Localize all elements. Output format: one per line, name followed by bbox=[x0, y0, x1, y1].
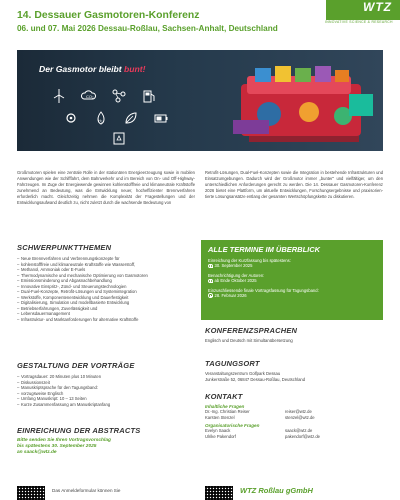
contact-title: KONTAKT bbox=[205, 392, 243, 401]
slogan-main: Der Gasmotor bleibt bbox=[39, 64, 124, 74]
deadline-date bbox=[208, 263, 376, 268]
list-item: – Lebensdauermanagement bbox=[17, 311, 197, 317]
venue-section bbox=[205, 359, 383, 382]
deadline-date-text: ab Ende Oktober 2025 bbox=[214, 278, 257, 284]
energy-icons bbox=[47, 86, 197, 146]
talk-format-list bbox=[17, 374, 197, 407]
abstracts-email-link[interactable]: an saack@wtz.de bbox=[17, 450, 57, 456]
molecule-icon bbox=[111, 88, 127, 104]
list-item: – Kurze Zusammenfassung am Manuskriptanfang bbox=[17, 402, 197, 408]
wtz-logo bbox=[326, 0, 400, 20]
abstracts-section bbox=[17, 426, 197, 457]
engine-illustration bbox=[209, 54, 383, 151]
topics-list bbox=[17, 256, 197, 322]
list-item: – Manuskriptsprache für den Tagungsband: bbox=[17, 385, 197, 391]
list-item: – Vortragsdauer: 20 Minuten plus 10 Minuten bbox=[17, 374, 197, 380]
languages-section bbox=[205, 326, 383, 343]
svg-text:H₂: H₂ bbox=[98, 118, 103, 123]
list-item: – Infrastruktur- und Marktanforderungen für alternative Kraftstoffe bbox=[17, 317, 197, 323]
list-item: – Emissionsminderung und Abgasnachbehandlung bbox=[17, 278, 197, 284]
deadline-label: Benachrichtigung der Autoren: bbox=[208, 272, 265, 278]
contact-row bbox=[205, 415, 383, 421]
topics-title: SCHWERPUNKTTHEMEN bbox=[17, 243, 112, 252]
biogas-icon bbox=[123, 110, 139, 126]
clock-icon bbox=[208, 293, 213, 298]
list-item: – Umfang Manuskript: 10 – 13 Seiten bbox=[17, 396, 197, 402]
abstracts-title: EINREICHUNG DER ABSTRACTS bbox=[17, 426, 141, 435]
page-title: 14. Dessauer Gasmotoren-Konferenz bbox=[17, 10, 200, 21]
talk-format-title: GESTALTUNG DER VORTRÄGE bbox=[17, 361, 135, 370]
abstracts-line: Bitte senden Sie Ihren Vortragsvorschlag bbox=[17, 438, 111, 443]
contact-section bbox=[205, 392, 383, 439]
contact-email[interactable]: stenzel@wtz.de bbox=[285, 414, 315, 420]
deadline-label: Einzuschliessende finale Vortragsfassung für Tagungsband: bbox=[208, 287, 319, 293]
clock-icon bbox=[208, 264, 213, 269]
list-item: – Dual-Fuel-Konzepte, Retrofit-Lösungen und Systemintegration bbox=[17, 289, 197, 295]
qr-code[interactable] bbox=[205, 486, 233, 500]
contact-name: Karsten Stenzel bbox=[205, 414, 235, 420]
svg-text:CO₂: CO₂ bbox=[86, 94, 94, 99]
qr-text: Das Anmeldeformular können Sie bbox=[52, 488, 121, 493]
list-item: – Thermodynamische und mechanische Optimierung von Gasmotoren bbox=[17, 273, 197, 279]
venue-address: Junkerstraße 52, 06847 Dessau-Roßlau, Deutschland bbox=[205, 376, 306, 382]
talk-format-section bbox=[17, 361, 197, 407]
contact-name: Ulrike Pakendorf bbox=[205, 433, 236, 439]
contact-email[interactable]: pakendorf@wtz.de bbox=[285, 433, 320, 439]
list-item: – kohlenstofffreie und klimaneutrale Kraftstoffe wie Wasserstoff, bbox=[17, 262, 197, 268]
clock-icon bbox=[208, 279, 213, 284]
contact-name: Dr.-Ing. Christian Reiser bbox=[205, 409, 250, 414]
list-item: – Werkstoffe, Komponentenentwicklung und Dauerfestigkeit bbox=[17, 295, 197, 301]
deadline-date-text: 28. Februar 2026 bbox=[214, 293, 247, 299]
list-item: – Betriebserfahrungen, Zuverlässigkeit und bbox=[17, 306, 197, 312]
contact-name: Evelyn Saack bbox=[205, 428, 231, 433]
venue-name: Veranstaltungszentrum Golfpark Dessau bbox=[205, 371, 281, 376]
abstracts-line: bis spätestens 30. September 2025 bbox=[17, 444, 97, 450]
contact-content-title: Inhaltliche Fragen bbox=[205, 404, 245, 409]
list-item: – Diskussionszeit bbox=[17, 380, 197, 386]
list-item: – Methanol, Ammoniak oder E-Fuels bbox=[17, 267, 197, 273]
recycle-icon bbox=[111, 130, 127, 146]
contact-orga-title: Organisatorische Fragen bbox=[205, 423, 260, 428]
deadlines-title: ALLE TERMINE IM ÜBERBLICK bbox=[208, 245, 321, 254]
gear-icon bbox=[63, 110, 79, 126]
co2-icon bbox=[81, 88, 97, 104]
page-subtitle: 06. und 07. Mai 2026 Dessau-Roßlau, Sachsen-Anhalt, Deutschland bbox=[17, 24, 278, 33]
h2-icon bbox=[93, 110, 109, 126]
slogan-accent: bunt! bbox=[124, 64, 146, 74]
qr-code[interactable] bbox=[17, 486, 45, 500]
footer-organization: WTZ Roßlau gGmbH bbox=[240, 486, 313, 495]
languages-text: Englisch und Deutsch mit Simultanübersetzung bbox=[205, 338, 293, 343]
list-item: – Neue Brennverfahren und Verbrennungskonzepte für bbox=[17, 256, 197, 262]
banner-slogan bbox=[39, 64, 145, 74]
logo-tagline: INNOVATIVE SCIENCE & RESEARCH bbox=[325, 20, 393, 24]
list-item: – Innovative Einspritz-, Zünd- und Steuerungstechnologien bbox=[17, 284, 197, 290]
fuel-pump-icon bbox=[141, 88, 157, 104]
abstracts-text bbox=[17, 438, 197, 457]
languages-title: KONFERENZSPRACHEN bbox=[205, 326, 298, 335]
list-item: – Digitalisierung, Simulation und modellbasierte Entwicklung bbox=[17, 300, 197, 306]
deadline-label: Einreichung der Kurzfassung bis spätestens: bbox=[208, 258, 291, 263]
topics-section bbox=[17, 243, 197, 322]
list-item: – vorzugsweise Englisch bbox=[17, 391, 197, 397]
intro-left-column: Großmotoren spielen eine zentrale Rolle in der stationären Energieerzeugung sowie in mobilen Anwendungen wie der Schifffahrt, dem Bahnverkehr und im Bereich von On- und Off-Highway-Fahrzeugen. Im Zuge der Energiewende gewinnen kohlenstofffreie und klimaneutrale Kraftstoffe zunehmend an Bedeutung, was die Entwicklung neuer, hocheffizienter Brennverfahren erforderlich macht. Gleichzeitig nehmen die Komplexität der Fragestellungen und der Entwicklungsaufwand deutlich zu, nicht zuletzt durch die wachsende Bedeutung von bbox=[17, 170, 195, 205]
deadline-date bbox=[208, 293, 376, 298]
contact-row bbox=[205, 434, 383, 440]
wind-turbine-icon bbox=[51, 88, 67, 104]
intro-right-column: Retrofit-Lösungen, Dual-Fuel-Konzepten sowie die Integration in bestehende Infrastrukturen und Einsatzumgebungen. Dadurch wird der Großmotor immer „bunter“ und vielfältiger, um den unterschiedlichen Anforderungen gerecht zu werden. Die 14. Dessauer Gasmotoren-Konferenz 2026 bietet eine Plattform, um aktuelle Entwicklungen, Forschungsergebnisse und praxisorientierte Lösungsansätze entlang der gesamten Wertschöpfungskette zu diskutieren. bbox=[205, 170, 383, 199]
contact-email[interactable]: reiser@wtz.de bbox=[285, 409, 312, 414]
battery-icon bbox=[153, 110, 169, 126]
deadline-date bbox=[208, 278, 376, 283]
intro-text bbox=[17, 170, 383, 206]
deadlines-box bbox=[201, 240, 383, 320]
venue-title: TAGUNGSORT bbox=[205, 359, 260, 368]
logo-text: WTZ bbox=[363, 0, 392, 14]
hero-banner bbox=[17, 50, 383, 151]
deadline-date-text: 30. September 2025 bbox=[214, 263, 253, 269]
contact-email[interactable]: saack@wtz.de bbox=[285, 428, 313, 433]
